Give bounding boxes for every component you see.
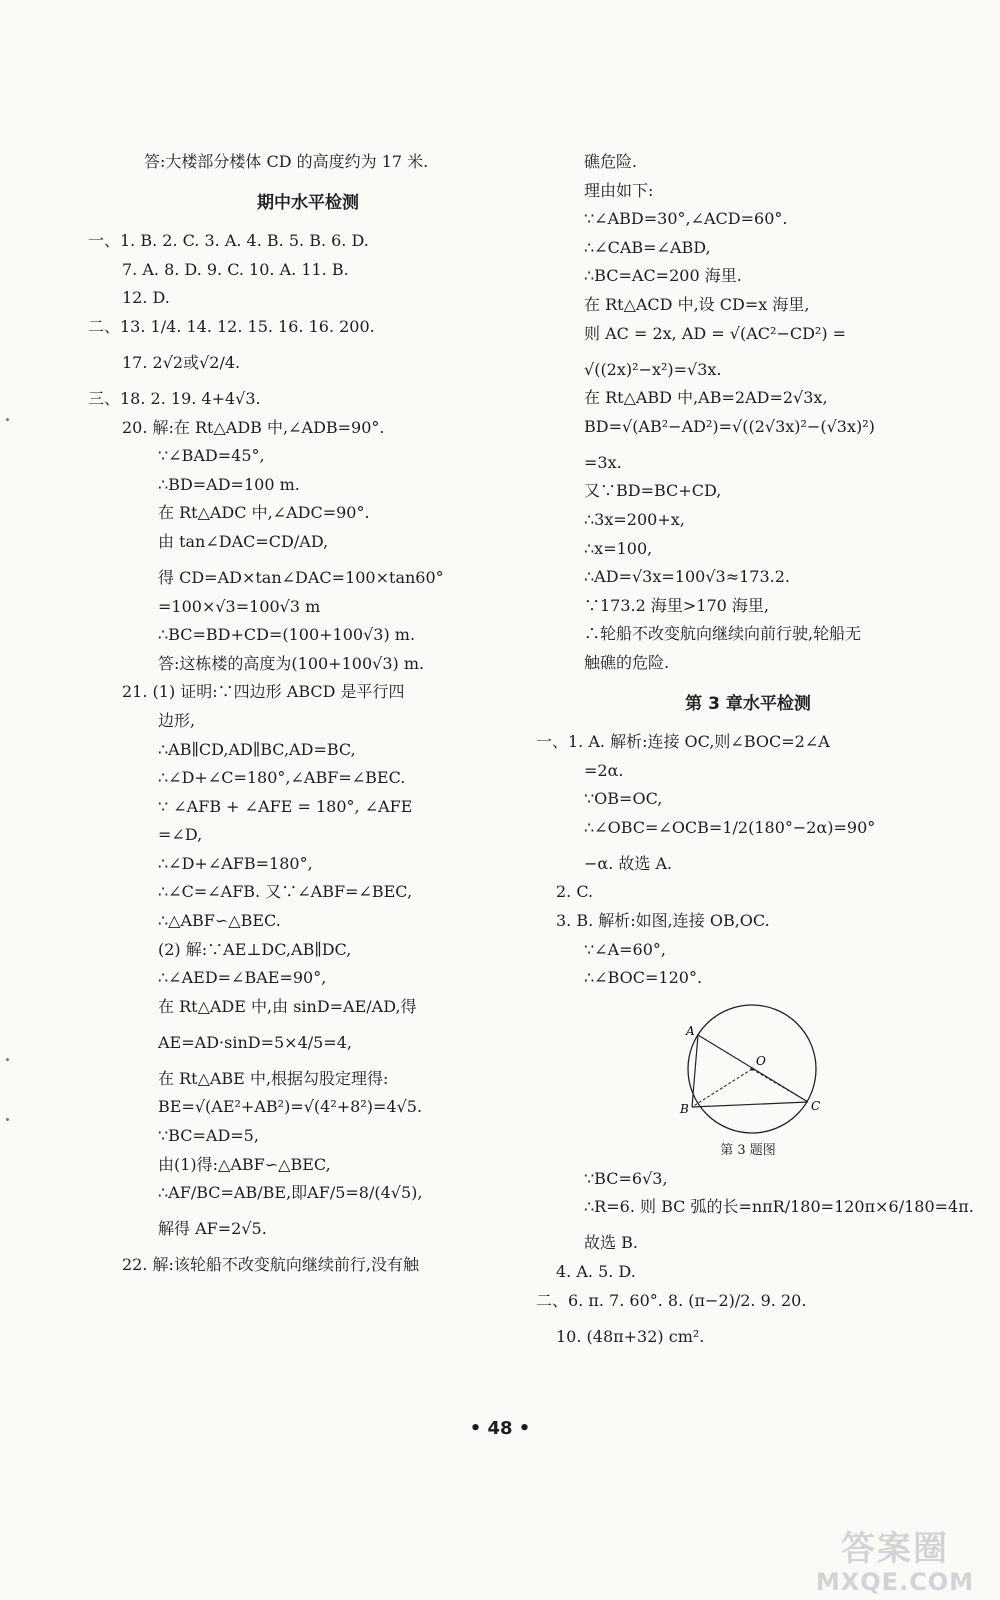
text-line: ∴△ABF∽△BEC. <box>158 911 281 931</box>
text-line: 20. 解:在 Rt△ADB 中,∠ADB=90°. <box>122 417 385 437</box>
text-line: =∠D, <box>158 825 203 845</box>
text-line: 由 tan∠DAC=CD/AD, <box>158 531 329 551</box>
text-line: ∵BC=6√3, <box>584 1168 668 1188</box>
text-line: ∴∠AED=∠BAE=90°, <box>158 968 327 988</box>
right-column <box>536 148 974 1351</box>
text-line: 7. A. 8. D. 9. C. 10. A. 11. B. <box>122 259 349 279</box>
text-line: 10. (48π+32) cm². <box>556 1326 705 1346</box>
segment-oc <box>752 1069 808 1102</box>
text-line: 在 Rt△ADC 中,∠ADC=90°. <box>158 503 370 523</box>
text-line: =3x. <box>584 452 622 472</box>
text-line: 在 Rt△ABE 中,根据勾股定理得: <box>158 1068 389 1088</box>
scan-speck <box>6 1058 9 1061</box>
text-line: 由(1)得:△ABF∽△BEC, <box>158 1154 331 1174</box>
text-line: −α. 故选 A. <box>584 853 673 873</box>
text-line: BE=√(AE²+AB²)=√(4²+8²)=4√5. <box>158 1097 423 1117</box>
text-line: √((2x)²−x²)=√3x. <box>584 359 722 379</box>
text-line: 解得 AF=2√5. <box>158 1219 267 1239</box>
label-o: O <box>756 1053 766 1068</box>
section-title: 第 3 章水平检测 <box>685 693 811 714</box>
scan-speck <box>6 1118 9 1121</box>
text-line: ∴R=6. 则 BC 弧的长=nπR/180=120π×6/180=4π. <box>584 1197 974 1217</box>
text-line: 在 Rt△ADE 中,由 sinD=AE/AD,得 <box>158 996 417 1016</box>
text-line: ∴∠C=∠AFB. 又∵∠ABF=∠BEC, <box>158 882 413 902</box>
text-line: ∵∠BAD=45°, <box>158 446 265 466</box>
text-line: ∴∠BOC=120°. <box>584 968 703 988</box>
text-line: ∵ ∠AFB + ∠AFE = 180°, ∠AFE <box>158 796 413 816</box>
text-line: 又∵BD=BC+CD, <box>584 481 722 501</box>
text-line: ∴AF/BC=AB/BE,即AF/5=8/(4√5), <box>158 1183 423 1203</box>
text-line: =2α. <box>584 760 624 780</box>
right-column-bottom <box>536 1165 974 1351</box>
text-line: 一、1. A. 解析:连接 OC,则∠BOC=2∠A <box>536 732 830 752</box>
text-line: ∵BC=AD=5, <box>158 1126 259 1146</box>
center-point <box>750 1067 753 1070</box>
text-line: 边形, <box>158 710 196 730</box>
text-line: 三、18. 2. 19. 4+4√3. <box>88 388 261 408</box>
segment-ob <box>692 1069 752 1107</box>
figure-caption: 第 3 题图 <box>720 1142 776 1158</box>
watermark-logo <box>810 1530 980 1596</box>
page-number: • 48 • <box>469 1418 531 1439</box>
text-line: ∴BD=AD=100 m. <box>158 474 300 494</box>
text-line: 理由如下: <box>584 180 654 200</box>
right-column-top <box>536 148 912 993</box>
text-line: 故选 B. <box>584 1233 638 1253</box>
text-line: ∴x=100, <box>584 538 653 558</box>
text-line: 在 Rt△ACD 中,设 CD=x 海里, <box>584 294 810 314</box>
text-line: 二、6. π. 7. 60°. 8. (π−2)/2. 9. 20. <box>536 1290 807 1310</box>
text-line: 4. A. 5. D. <box>556 1262 636 1282</box>
text-line: 答:大楼部分楼体 CD 的高度约为 17 米. <box>144 152 429 171</box>
watermark-text: 答案圈 <box>841 1529 949 1569</box>
text-line: 在 Rt△ABD 中,AB=2AD=2√3x, <box>584 388 828 408</box>
text-line: 21. (1) 证明:∵四边形 ABCD 是平行四 <box>122 682 405 702</box>
watermark-url: MXQE.COM <box>815 1568 975 1596</box>
text-line: ∴∠OBC=∠OCB=1/2(180°−2α)=90° <box>584 817 876 837</box>
text-line: ∵∠ABD=30°,∠ACD=60°. <box>584 209 788 229</box>
text-line: AE=AD·sinD=5×4/5=4, <box>158 1032 352 1052</box>
text-line: 礁危险. <box>584 152 638 171</box>
text-line: ∴AD=√3x=100√3≈173.2. <box>584 567 790 587</box>
text-line: 12. D. <box>122 288 170 308</box>
segment-bc <box>692 1102 808 1107</box>
text-line: (2) 解:∵AE⊥DC,AB∥DC, <box>158 939 352 959</box>
text-line: ∴轮船不改变航向继续向前行驶,轮船无 <box>584 624 862 644</box>
text-line: 2. C. <box>556 882 594 902</box>
left-column <box>88 148 488 1280</box>
text-line: 得 CD=AD×tan∠DAC=100×tan60° <box>158 567 444 587</box>
text-line: ∴3x=200+x, <box>584 509 685 529</box>
text-line: 17. 2√2或√2/4. <box>122 352 241 372</box>
text-line: 二、13. 1/4. 14. 12. 15. 16. 16. 200. <box>88 316 375 336</box>
label-c: C <box>811 1098 821 1113</box>
text-line: ∴BC=BD+CD=(100+100√3) m. <box>158 625 416 645</box>
text-line: ∴AB∥CD,AD∥BC,AD=BC, <box>158 739 356 759</box>
text-line: 22. 解:该轮船不改变航向继续前行,没有触 <box>122 1255 420 1275</box>
label-b: B <box>680 1101 689 1116</box>
geometry-figure <box>584 999 912 1163</box>
scan-speck <box>6 418 9 421</box>
text-line: 答:这栋楼的高度为(100+100√3) m. <box>158 653 425 673</box>
text-line: ∴∠D+∠AFB=180°, <box>158 853 313 873</box>
text-line: =100×√3=100√3 m <box>158 596 321 616</box>
text-line: ∵173.2 海里>170 海里, <box>584 595 770 615</box>
text-line: BD=√(AB²−AD²)=√((2√3x)²−(√3x)²) <box>584 416 875 436</box>
circle-diagram <box>668 999 828 1139</box>
text-line: ∵∠A=60°, <box>584 939 666 959</box>
text-line: 触礁的危险. <box>584 652 670 672</box>
section-title: 期中水平检测 <box>257 192 359 213</box>
text-line: ∴∠CAB=∠ABD, <box>584 237 711 257</box>
text-line: 则 AC = 2x, AD = √(AC²−CD²) = <box>584 323 847 343</box>
text-line: ∵OB=OC, <box>584 789 663 809</box>
text-line: 3. B. 解析:如图,连接 OB,OC. <box>556 911 770 931</box>
label-a: A <box>686 1023 695 1038</box>
text-line: ∴∠D+∠C=180°,∠ABF=∠BEC. <box>158 768 406 788</box>
text-line: 一、1. B. 2. C. 3. A. 4. B. 5. B. 6. D. <box>88 231 369 251</box>
text-line: ∴BC=AC=200 海里. <box>584 266 742 286</box>
